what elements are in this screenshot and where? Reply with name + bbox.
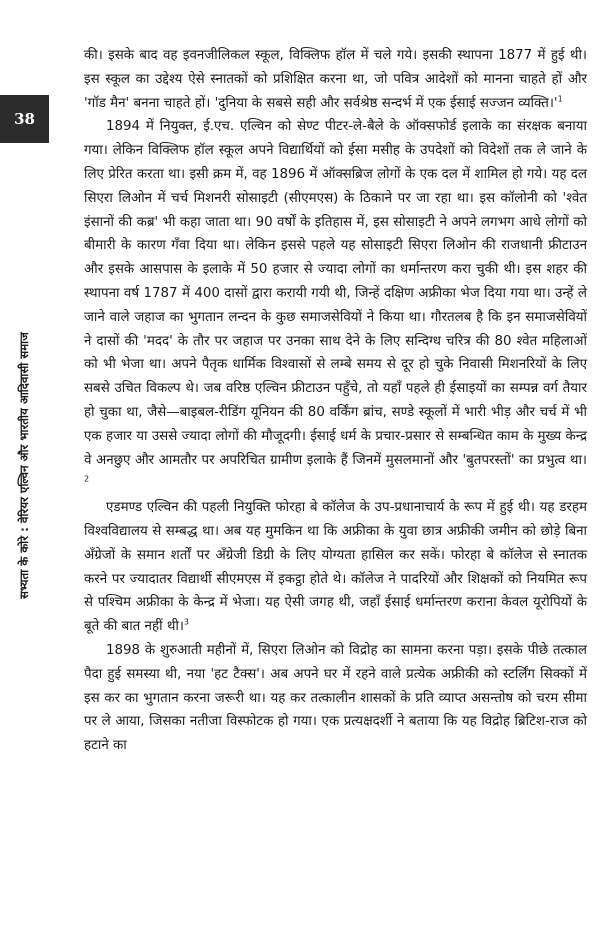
paragraph-text: 1898 के शुरुआती महीनों में, सिएरा लिओन को विद्रोह का सामना करना पड़ा। इसके पीछे तत्काल पैदा हुई समस्या थी, नया 'हट टैक्स'। अब अपने घर में रहने वाले प्रत्येक अफ्रीकी को स्टर्लिंग सिक्कों में इस कर का भुगतान करना जरूरी था। यह कर तत्कालीन शासकों के प्रति व्याप्त असन्तोष को चरम सीमा पर ले आया, जिसका नतीजा विस्फोटक हो गया। एक प्रत्यक्षदर्शी ने बताया कि यह विद्रोह ब्रिटिश-राज को हटाने का: [84, 642, 587, 754]
body-text: [84, 44, 587, 758]
paragraph-text: 1894 में नियुक्त, ई.एच. एल्विन को सेण्ट पीटर-ले-बैले के ऑक्सफोर्ड इलाके का संरक्षक बनाया गया। लेकिन विक्लिफ हॉल स्कूल अपने विद्यार्थियों को ईसा मसीह के उपदेशों को विदेशों तक ले जाने के लिए प्रेरित करता था। इसी क्रम में, वह 1896 में ऑक्सब्रिज लोगों के एक दल में शामिल हो गये। यह दल सिएरा लिओन में चर्च मिशनरी सोसाइटी (सीएमएस) के ठिकाने पर जा रहा था। इस कॉलोनी को 'श्वेत इंसानों की कब्र' भी कहा जाता था। 90 वर्षों के इतिहास में, इस सोसाइटी ने अपने लगभग आधे लोगों को बीमारी के कारण गँवा दिया था। लेकिन इससे पहले यह सोसाइटी सिएरा लिओन की राजधानी फ्रीटाउन और इसके आसपास के इलाके में 50 हजार से ज्यादा लोगों का धर्मान्तरण करा चुकी थी। इस शहर की स्थापना वर्ष 1787 में 400 दासों द्वारा करायी गयी थी, जिन्हें दक्षिण अफ्रीका भेज दिया गया था। उन्हें ले जाने वाले जहाज का भुगतान लन्दन के कुछ समाजसेवियों ने किया था। गौरतलब है कि इन समाजसेवियों ने दासों की 'मदद' के तौर पर जहाज पर उनका साथ देने के लिए सन्दिग्ध चरित्र की 80 श्वेत महिलाओं को भी भेजा था। अपने पैतृक धार्मिक विश्वासों से लम्बे समय से दूर हो चुके निवासी मिशनरियों के लिए सबसे उचित विकल्प थे। जब वरिष्ठ एल्विन फ्रीटाउन पहुँचे, तो यहाँ पहले ही ईसाइयों का सम्पन्न वर्ग तैयार हो चुका था, जैसे—बाइबल-रीडिंग यूनियन की 80 वर्किंग ब्रांच, सण्डे स्कूलों में भारी भीड़ और चर्च में भी एक हजार या उससे ज्यादा लोगों की मौजूदगी। ईसाई धर्म के प्रचार-प्रसार से सम्बन्धित काम के मुख्य केन्द्र वे अनछुए और आमतौर पर अपरिचित ग्रामीण इलाके हैं जिनमें मुसलमानों और 'बुतपरस्तों' का प्रभुत्व था।: [84, 119, 587, 468]
paragraph-text: की। इसके बाद वह इवनजीलिकल स्कूल, विक्लिफ हॉल में चले गये। इसकी स्थापना 1877 में हुई थी। इस स्कूल का उद्देश्य ऐसे स्नातकों को प्रशिक्षित करना था, जो पवित्र आदेशों को मानना चाहते हों और 'गॉड मैन' बनना चाहते हों। 'दुनिया के सबसे सही और सर्वश्रेष्ठ सन्दर्भ में एक ईसाई सज्जन व्यक्ति।': [84, 48, 587, 111]
footnote-ref: 3: [183, 617, 190, 627]
paragraph-1: [84, 44, 587, 115]
paragraph-3: [84, 496, 587, 639]
running-head-container: [9, 250, 39, 680]
paragraph-2: [84, 115, 587, 496]
page-number: 38: [14, 110, 35, 128]
page-number-tab: [0, 95, 49, 143]
running-head: सभ्यता के कोरे : वेरियर एल्विन और भारतीय आदिवासी समाज: [16, 331, 31, 599]
footnote-ref: 1: [557, 94, 563, 104]
paragraph-text: एडमण्ड एल्विन की पहली नियुक्ति फोरहा बे कॉलेज के उप-प्रधानाचार्य के रूप में हुई थी। यह डरहम विश्वविद्यालय से सम्बद्ध था। अब यह मुमकिन था कि अफ्रीका के युवा छात्र अफ्रीकी जमीन को छोड़े बिना अँग्रेजों के समान शर्तों पर अँग्रेजी डिग्री के लिए योग्यता हासिल कर सकें। फोरहा बे कॉलेज से स्नातक करने पर ज्यादातर विद्यार्थी सीएमएस में इकट्ठा होते थे। कॉलेज ने पादरियों और शिक्षकों को नियमित रूप से पश्चिम अफ्रीका के केन्द्र में भेजा। यह ऐसी जगह थी, जहाँ ईसाई धर्मान्तरण कराना केवल यूरोपियों के बूते की बात नहीं थी।: [84, 500, 587, 635]
footnote-ref: 2: [84, 474, 90, 484]
paragraph-4: [84, 639, 587, 758]
